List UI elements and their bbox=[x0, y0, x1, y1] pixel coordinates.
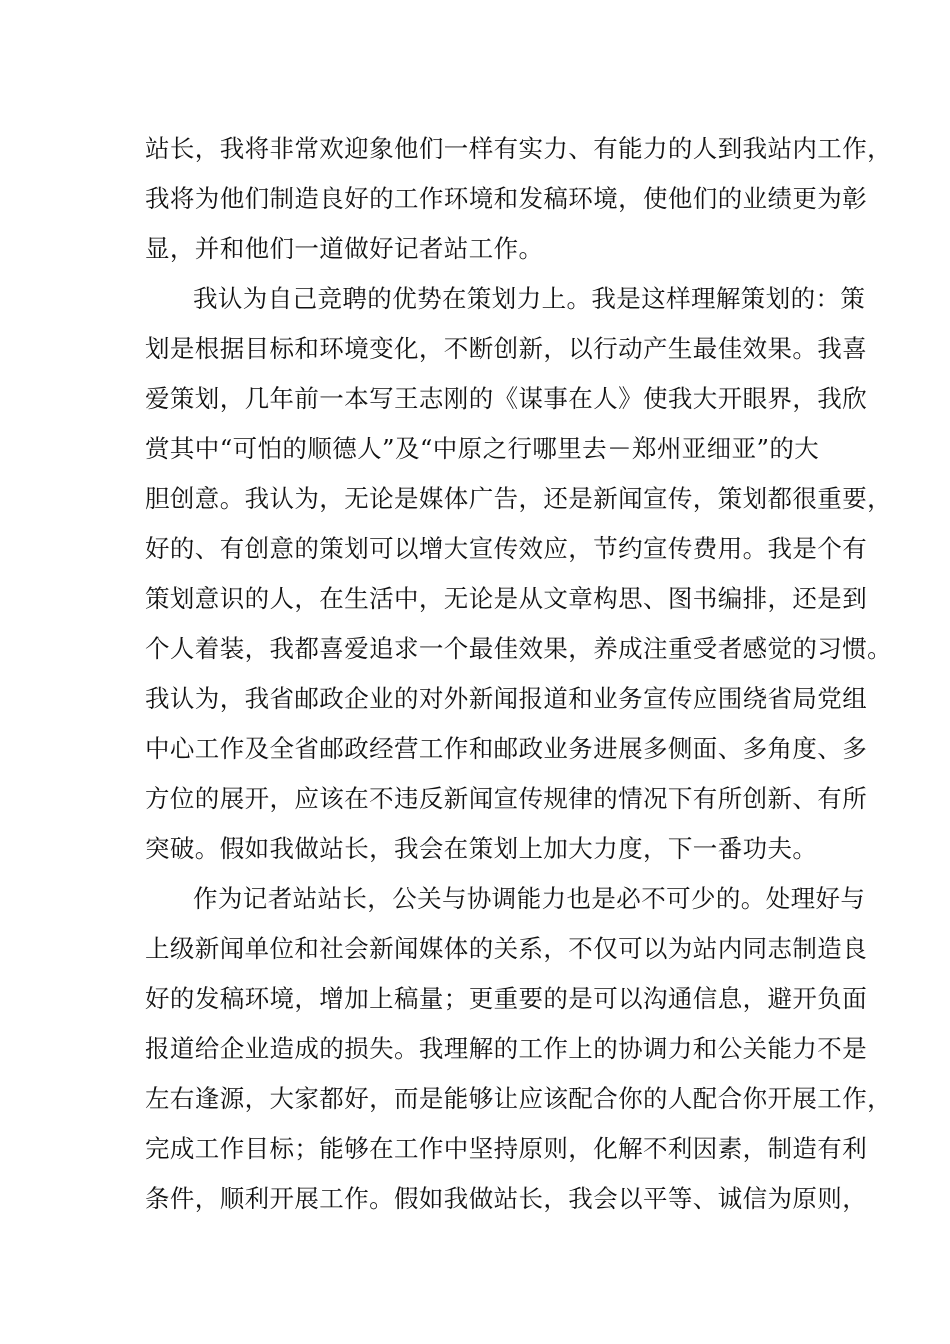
text-line: 好的发稿环境，增加上稿量；更重要的是可以沟通信息，避开负面 bbox=[145, 984, 868, 1013]
text-line: 左右逢源，大家都好，而是能够让应该配合你的人配合你开展工作， bbox=[145, 1084, 892, 1113]
text-line: 显，并和他们一道做好记者站工作。 bbox=[145, 234, 544, 263]
text-line: 划是根据目标和环境变化，不断创新，以行动产生最佳效果。我喜 bbox=[145, 334, 868, 363]
text-line: 我将为他们制造良好的工作环境和发稿环境，使他们的业绩更为彰 bbox=[145, 184, 868, 213]
text-line: 我认为，我省邮政企业的对外新闻报道和业务宣传应围绕省局党组 bbox=[145, 684, 868, 713]
text-line: 好的、有创意的策划可以增大宣传效应，节约宣传费用。我是个有 bbox=[145, 534, 868, 563]
text-line: 个人着装，我都喜爱追求一个最佳效果，养成注重受者感觉的习惯。 bbox=[145, 634, 892, 663]
text-line: 爱策划，几年前一本写王志刚的《谋事在人》使我大开眼界，我欣 bbox=[145, 384, 868, 413]
text-line: 胆创意。我认为，无论是媒体广告，还是新闻宣传，策划都很重要， bbox=[145, 484, 892, 513]
text-line: 上级新闻单位和社会新闻媒体的关系，不仅可以为站内同志制造良 bbox=[145, 934, 868, 963]
text-line: 赏其中“可怕的顺德人”及“中原之行哪里去－郑州亚细亚”的大 bbox=[145, 434, 820, 463]
text-line: 突破。假如我做站长，我会在策划上加大力度，下一番功夫。 bbox=[145, 834, 818, 863]
paragraph-first-line: 作为记者站站长，公关与协调能力也是必不可少的。处理好与 bbox=[193, 884, 866, 913]
text-line: 报道给企业造成的损失。我理解的工作上的协调力和公关能力不是 bbox=[145, 1034, 868, 1063]
paragraph-first-line: 我认为自己竞聘的优势在策划力上。我是这样理解策划的：策 bbox=[193, 284, 866, 313]
text-line: 中心工作及全省邮政经营工作和邮政业务进展多侧面、多角度、多 bbox=[145, 734, 868, 763]
text-line: 方位的展开，应该在不违反新闻宣传规律的情况下有所创新、有所 bbox=[145, 784, 868, 813]
text-line: 站长，我将非常欢迎象他们一样有实力、有能力的人到我站内工作， bbox=[145, 134, 892, 163]
text-line: 策划意识的人，在生活中，无论是从文章构思、图书编排，还是到 bbox=[145, 584, 868, 613]
text-line: 条件，顺利开展工作。假如我做站长，我会以平等、诚信为原则， bbox=[145, 1184, 868, 1213]
text-line: 完成工作目标；能够在工作中坚持原则，化解不利因素，制造有利 bbox=[145, 1134, 868, 1163]
